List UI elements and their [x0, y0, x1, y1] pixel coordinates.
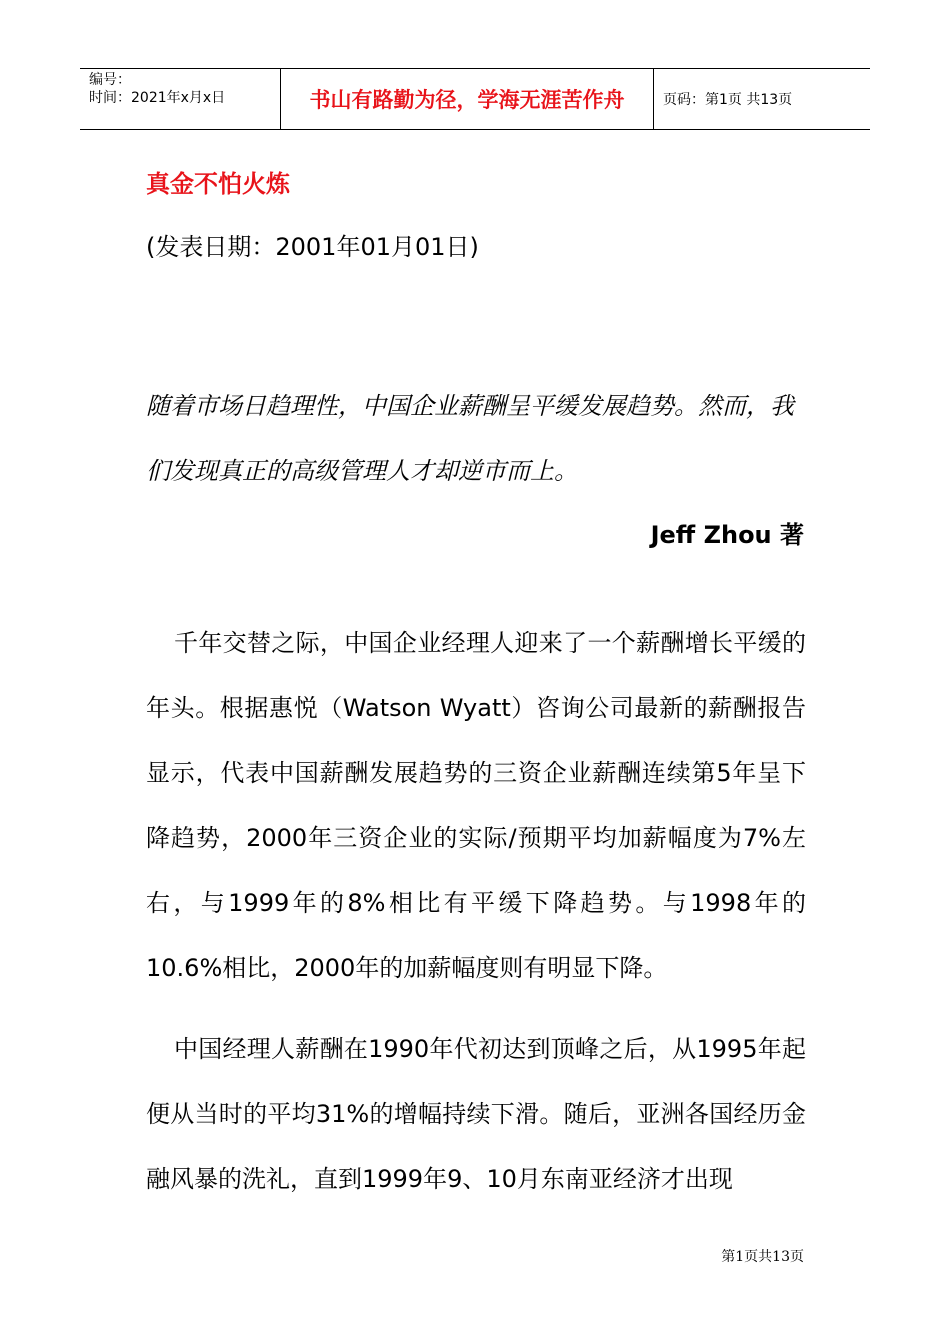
article-date: (发表日期：2001年01月01日) [146, 233, 479, 261]
article-abstract: 随着市场日趋理性，中国企业薪酬呈平缓发展趋势。然而，我们发现真正的高级管理人才却逆市而上。 [146, 392, 794, 485]
article-author: Jeff Zhou 著 [650, 521, 804, 549]
header-time-label: 时间：2021年x月x日 [89, 90, 226, 106]
article-title: 真金不怕火炼 [146, 170, 290, 198]
header-page-info: 页码：第1页 共13页 [663, 92, 793, 108]
body-paragraph: 千年交替之际，中国企业经理人迎来了一个薪酬增长平缓的年头。根据惠悦（Watson Wyatt）咨询公司最新的薪酬报告显示，代表中国薪酬发展趋势的三资企业薪酬连续第5年呈下降趋势，2000年三资企业的实际/预期平均加薪幅度为7%左右，与1999年的8%相比有平缓下降趋势。与1998年的10.6%相比，2000年的加薪幅度则有明显下降。 [146, 629, 806, 982]
body-paragraph: 中国经理人薪酬在1990年代初达到顶峰之后，从1995年起便从当时的平均31%的增幅持续下滑。随后，亚洲各国经历金融风暴的洗礼，直到1999年9、10月东南亚经济才出现 [146, 1035, 806, 1193]
page-footer: 第1页共13页 [721, 1249, 804, 1265]
header-meta [80, 69, 281, 129]
document-header [80, 68, 870, 130]
header-number-label: 编号： [89, 72, 131, 88]
header-motto: 书山有路勤为径，学海无涯苦作舟 [281, 69, 654, 129]
